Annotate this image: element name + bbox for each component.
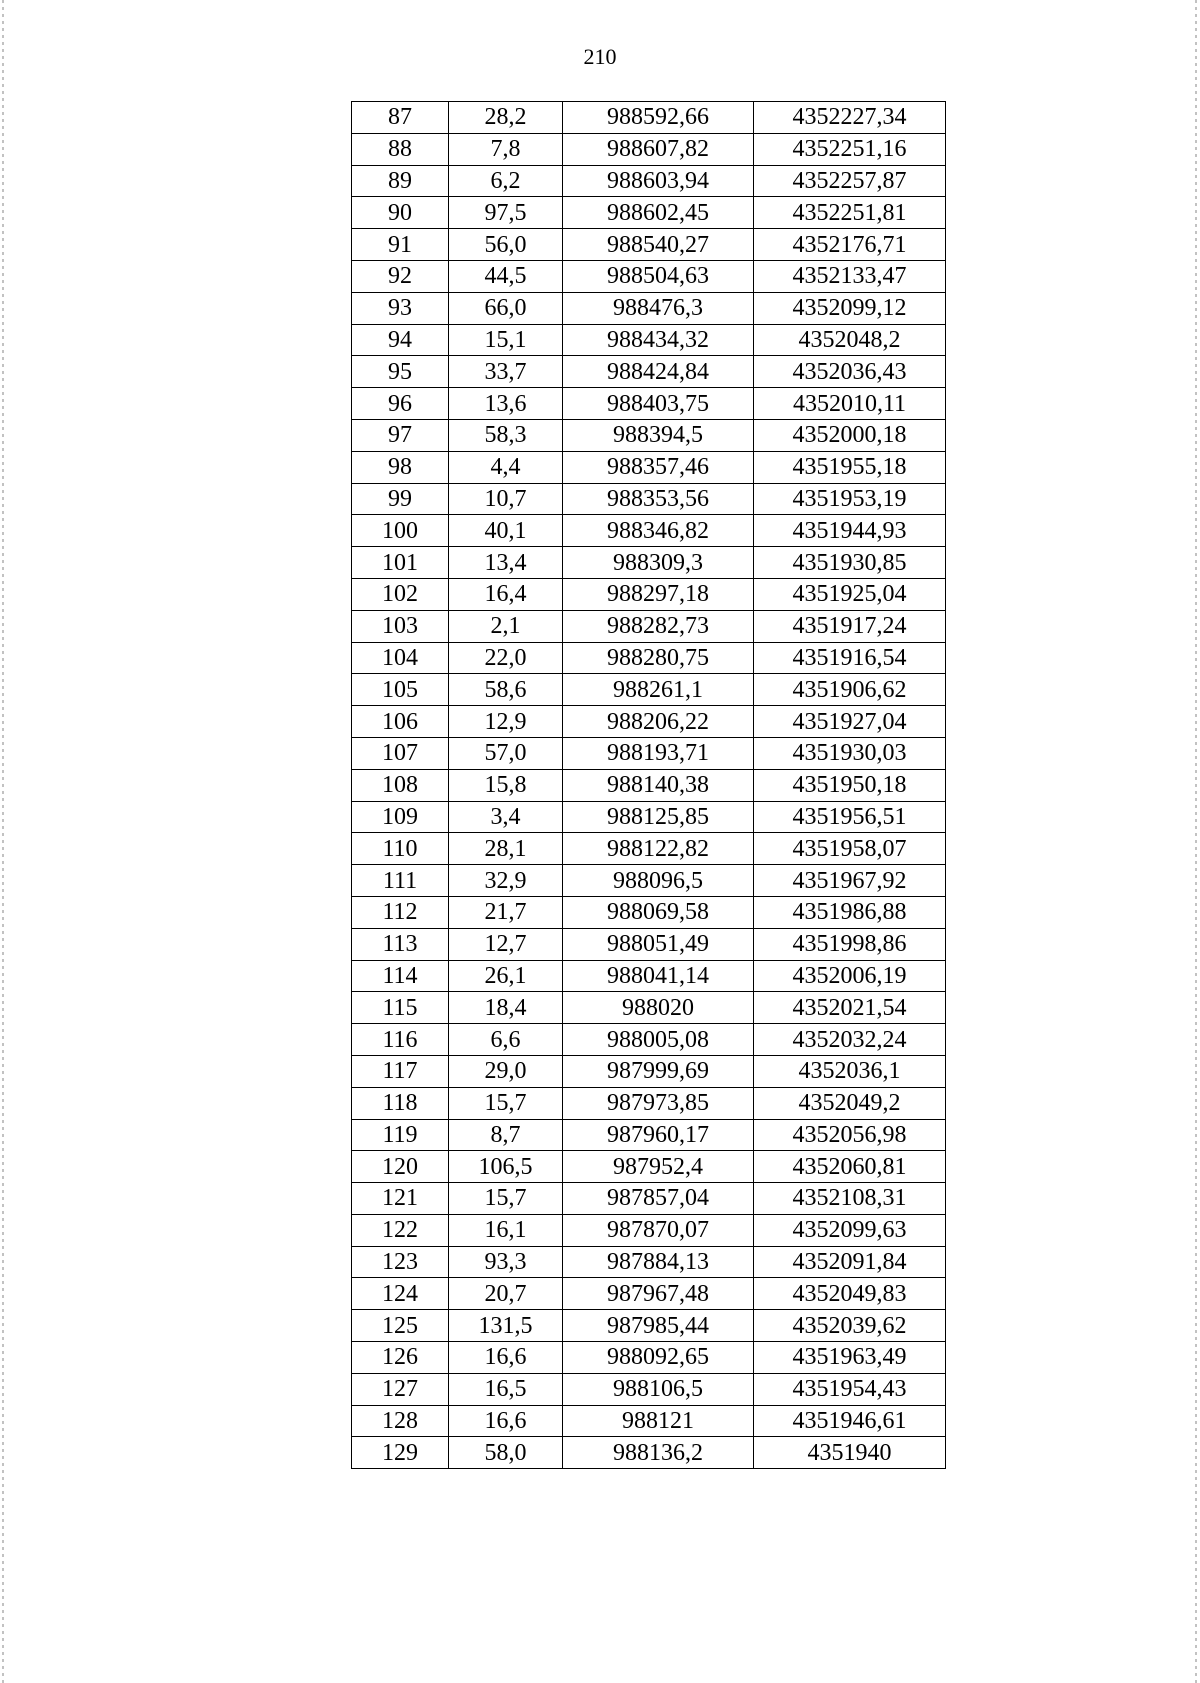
point-number-cell: 105 [352,674,449,706]
y-coordinate-cell: 4351940 [754,1437,946,1469]
x-coordinate-cell: 988140,38 [563,769,754,801]
point-number-cell: 106 [352,706,449,738]
x-coordinate-cell: 988394,5 [563,419,754,451]
y-coordinate-cell: 4351927,04 [754,706,946,738]
x-coordinate-cell: 987967,48 [563,1278,754,1310]
point-number-cell: 117 [352,1055,449,1087]
distance-cell: 6,6 [449,1024,563,1056]
distance-cell: 40,1 [449,515,563,547]
point-number-cell: 94 [352,324,449,356]
x-coordinate-cell: 988434,32 [563,324,754,356]
y-coordinate-cell: 4352108,31 [754,1183,946,1215]
distance-cell: 26,1 [449,960,563,992]
table-row [352,833,946,865]
distance-cell: 7,8 [449,133,563,165]
x-coordinate-cell: 988106,5 [563,1373,754,1405]
point-number-cell: 93 [352,292,449,324]
distance-cell: 6,2 [449,165,563,197]
y-coordinate-cell: 4352039,62 [754,1310,946,1342]
table-row [352,292,946,324]
x-coordinate-cell: 987973,85 [563,1087,754,1119]
y-coordinate-cell: 4351958,07 [754,833,946,865]
x-coordinate-cell: 988602,45 [563,197,754,229]
distance-cell: 66,0 [449,292,563,324]
table-row [352,928,946,960]
distance-cell: 106,5 [449,1151,563,1183]
distance-cell: 15,1 [449,324,563,356]
x-coordinate-cell: 988297,18 [563,578,754,610]
distance-cell: 29,0 [449,1055,563,1087]
table-row [352,960,946,992]
y-coordinate-cell: 4352032,24 [754,1024,946,1056]
distance-cell: 21,7 [449,896,563,928]
point-number-cell: 124 [352,1278,449,1310]
point-number-cell: 110 [352,833,449,865]
distance-cell: 93,3 [449,1246,563,1278]
table-row [352,547,946,579]
point-number-cell: 91 [352,229,449,261]
x-coordinate-cell: 988020 [563,992,754,1024]
point-number-cell: 95 [352,356,449,388]
table-row [352,1151,946,1183]
point-number-cell: 108 [352,769,449,801]
point-number-cell: 126 [352,1342,449,1374]
x-coordinate-cell: 987999,69 [563,1055,754,1087]
scan-edge-left [2,0,4,1683]
table-row [352,1342,946,1374]
table-row [352,229,946,261]
distance-cell: 16,1 [449,1214,563,1246]
y-coordinate-cell: 4352133,47 [754,260,946,292]
table-row [352,610,946,642]
point-number-cell: 92 [352,260,449,292]
point-number-cell: 111 [352,865,449,897]
point-number-cell: 102 [352,578,449,610]
table-row [352,197,946,229]
x-coordinate-cell: 988607,82 [563,133,754,165]
point-number-cell: 115 [352,992,449,1024]
distance-cell: 16,6 [449,1405,563,1437]
y-coordinate-cell: 4352257,87 [754,165,946,197]
distance-cell: 16,5 [449,1373,563,1405]
point-number-cell: 88 [352,133,449,165]
x-coordinate-cell: 987952,4 [563,1151,754,1183]
distance-cell: 56,0 [449,229,563,261]
table-row [352,1246,946,1278]
table-row [352,1278,946,1310]
point-number-cell: 103 [352,610,449,642]
distance-cell: 15,8 [449,769,563,801]
x-coordinate-cell: 988309,3 [563,547,754,579]
point-number-cell: 122 [352,1214,449,1246]
x-coordinate-cell: 988603,94 [563,165,754,197]
x-coordinate-cell: 988592,66 [563,102,754,134]
x-coordinate-cell: 988540,27 [563,229,754,261]
distance-cell: 16,6 [449,1342,563,1374]
table-row [352,388,946,420]
table-row [352,483,946,515]
point-number-cell: 90 [352,197,449,229]
y-coordinate-cell: 4352227,34 [754,102,946,134]
table-row [352,578,946,610]
distance-cell: 58,3 [449,419,563,451]
distance-cell: 18,4 [449,992,563,1024]
distance-cell: 12,9 [449,706,563,738]
y-coordinate-cell: 4352091,84 [754,1246,946,1278]
point-number-cell: 116 [352,1024,449,1056]
y-coordinate-cell: 4352010,11 [754,388,946,420]
point-number-cell: 97 [352,419,449,451]
distance-cell: 13,6 [449,388,563,420]
y-coordinate-cell: 4352036,1 [754,1055,946,1087]
x-coordinate-cell: 988136,2 [563,1437,754,1469]
table-row [352,1087,946,1119]
x-coordinate-cell: 988403,75 [563,388,754,420]
x-coordinate-cell: 988069,58 [563,896,754,928]
distance-cell: 57,0 [449,737,563,769]
x-coordinate-cell: 988504,63 [563,260,754,292]
x-coordinate-cell: 988280,75 [563,642,754,674]
distance-cell: 22,0 [449,642,563,674]
x-coordinate-cell: 987870,07 [563,1214,754,1246]
table-row [352,165,946,197]
table-row [352,1310,946,1342]
table-row [352,451,946,483]
x-coordinate-cell: 988125,85 [563,801,754,833]
page-number: 210 [583,44,617,69]
y-coordinate-cell: 4352049,83 [754,1278,946,1310]
distance-cell: 15,7 [449,1087,563,1119]
x-coordinate-cell: 988282,73 [563,610,754,642]
x-coordinate-cell: 987985,44 [563,1310,754,1342]
y-coordinate-cell: 4351906,62 [754,674,946,706]
x-coordinate-cell: 988424,84 [563,356,754,388]
x-coordinate-cell: 988261,1 [563,674,754,706]
table-row [352,324,946,356]
y-coordinate-cell: 4352000,18 [754,419,946,451]
table-row [352,706,946,738]
y-coordinate-cell: 4352021,54 [754,992,946,1024]
y-coordinate-cell: 4351955,18 [754,451,946,483]
y-coordinate-cell: 4351930,85 [754,547,946,579]
x-coordinate-cell: 988092,65 [563,1342,754,1374]
x-coordinate-cell: 988193,71 [563,737,754,769]
point-number-cell: 101 [352,547,449,579]
y-coordinate-cell: 4351925,04 [754,578,946,610]
point-number-cell: 123 [352,1246,449,1278]
distance-cell: 12,7 [449,928,563,960]
x-coordinate-cell: 988357,46 [563,451,754,483]
point-number-cell: 96 [352,388,449,420]
y-coordinate-cell: 4352056,98 [754,1119,946,1151]
x-coordinate-cell: 988476,3 [563,292,754,324]
table-row [352,992,946,1024]
table-row [352,1055,946,1087]
distance-cell: 58,0 [449,1437,563,1469]
y-coordinate-cell: 4351930,03 [754,737,946,769]
table-row [352,642,946,674]
table-row [352,419,946,451]
point-number-cell: 99 [352,483,449,515]
y-coordinate-cell: 4352099,63 [754,1214,946,1246]
table-row [352,1119,946,1151]
distance-cell: 10,7 [449,483,563,515]
distance-cell: 3,4 [449,801,563,833]
x-coordinate-cell: 987884,13 [563,1246,754,1278]
point-number-cell: 120 [352,1151,449,1183]
y-coordinate-cell: 4351956,51 [754,801,946,833]
point-number-cell: 128 [352,1405,449,1437]
y-coordinate-cell: 4352060,81 [754,1151,946,1183]
distance-cell: 8,7 [449,1119,563,1151]
point-number-cell: 118 [352,1087,449,1119]
distance-cell: 2,1 [449,610,563,642]
y-coordinate-cell: 4352036,43 [754,356,946,388]
y-coordinate-cell: 4352006,19 [754,960,946,992]
point-number-cell: 104 [352,642,449,674]
y-coordinate-cell: 4352251,81 [754,197,946,229]
point-number-cell: 98 [352,451,449,483]
x-coordinate-cell: 988353,56 [563,483,754,515]
distance-cell: 4,4 [449,451,563,483]
table-row [352,1373,946,1405]
distance-cell: 16,4 [449,578,563,610]
table-row [352,1183,946,1215]
point-number-cell: 113 [352,928,449,960]
x-coordinate-cell: 988122,82 [563,833,754,865]
y-coordinate-cell: 4351916,54 [754,642,946,674]
y-coordinate-cell: 4352251,16 [754,133,946,165]
y-coordinate-cell: 4351950,18 [754,769,946,801]
point-number-cell: 121 [352,1183,449,1215]
y-coordinate-cell: 4351963,49 [754,1342,946,1374]
point-number-cell: 109 [352,801,449,833]
table-row [352,133,946,165]
table-row [352,769,946,801]
x-coordinate-cell: 988041,14 [563,960,754,992]
x-coordinate-cell: 988005,08 [563,1024,754,1056]
y-coordinate-cell: 4351944,93 [754,515,946,547]
y-coordinate-cell: 4352048,2 [754,324,946,356]
distance-cell: 32,9 [449,865,563,897]
y-coordinate-cell: 4351998,86 [754,928,946,960]
table-row [352,737,946,769]
y-coordinate-cell: 4351967,92 [754,865,946,897]
table-row [352,356,946,388]
point-number-cell: 129 [352,1437,449,1469]
point-number-cell: 114 [352,960,449,992]
distance-cell: 28,2 [449,102,563,134]
y-coordinate-cell: 4352099,12 [754,292,946,324]
y-coordinate-cell: 4351954,43 [754,1373,946,1405]
distance-cell: 28,1 [449,833,563,865]
table-row [352,1024,946,1056]
coordinate-table [351,101,946,1469]
coordinate-table-body [352,102,946,1469]
table-row [352,1214,946,1246]
point-number-cell: 119 [352,1119,449,1151]
table-row [352,1437,946,1469]
y-coordinate-cell: 4351946,61 [754,1405,946,1437]
distance-cell: 33,7 [449,356,563,388]
distance-cell: 131,5 [449,1310,563,1342]
table-row [352,674,946,706]
y-coordinate-cell: 4352049,2 [754,1087,946,1119]
distance-cell: 15,7 [449,1183,563,1215]
y-coordinate-cell: 4352176,71 [754,229,946,261]
x-coordinate-cell: 987857,04 [563,1183,754,1215]
point-number-cell: 112 [352,896,449,928]
x-coordinate-cell: 988121 [563,1405,754,1437]
table-row [352,801,946,833]
table-row [352,102,946,134]
x-coordinate-cell: 988051,49 [563,928,754,960]
point-number-cell: 127 [352,1373,449,1405]
y-coordinate-cell: 4351917,24 [754,610,946,642]
point-number-cell: 89 [352,165,449,197]
table-row [352,515,946,547]
x-coordinate-cell: 988346,82 [563,515,754,547]
table-row [352,896,946,928]
y-coordinate-cell: 4351986,88 [754,896,946,928]
point-number-cell: 87 [352,102,449,134]
x-coordinate-cell: 988096,5 [563,865,754,897]
table-row [352,865,946,897]
distance-cell: 13,4 [449,547,563,579]
point-number-cell: 107 [352,737,449,769]
x-coordinate-cell: 988206,22 [563,706,754,738]
distance-cell: 44,5 [449,260,563,292]
table-row [352,1405,946,1437]
distance-cell: 20,7 [449,1278,563,1310]
point-number-cell: 100 [352,515,449,547]
x-coordinate-cell: 987960,17 [563,1119,754,1151]
table-row [352,260,946,292]
distance-cell: 97,5 [449,197,563,229]
scan-edge-right [1195,0,1197,1683]
distance-cell: 58,6 [449,674,563,706]
point-number-cell: 125 [352,1310,449,1342]
y-coordinate-cell: 4351953,19 [754,483,946,515]
